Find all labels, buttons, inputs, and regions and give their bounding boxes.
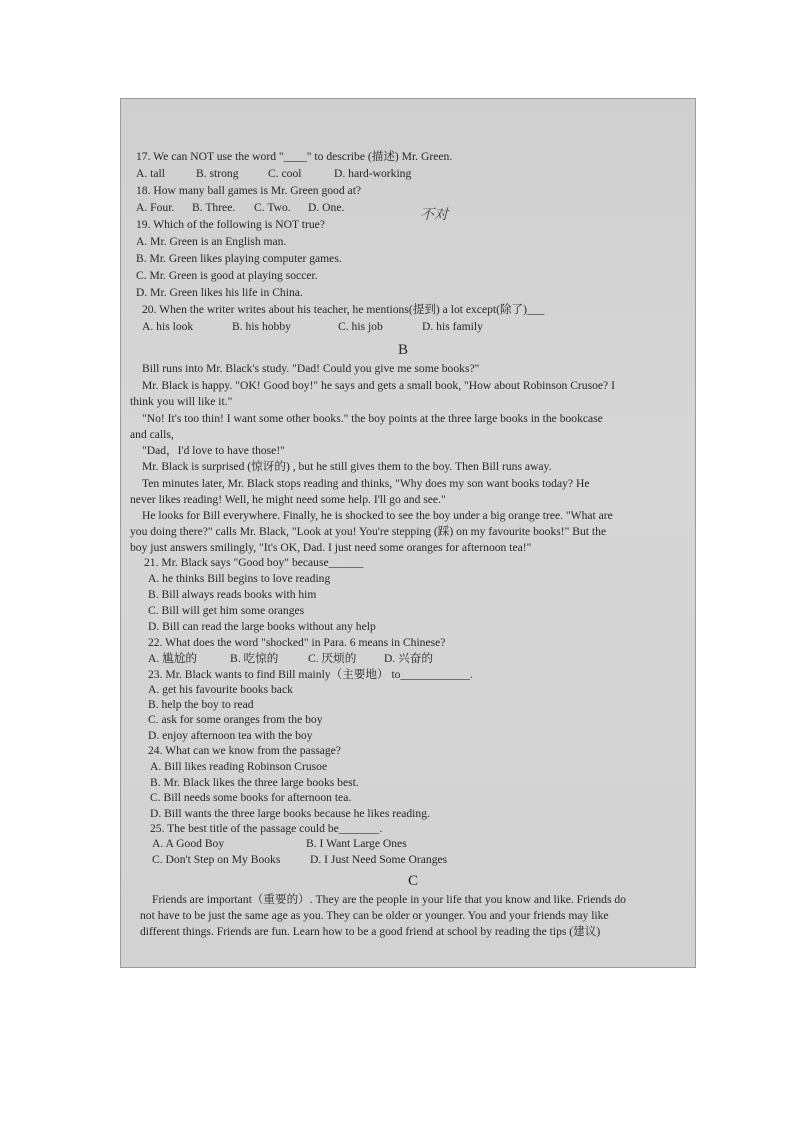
q25-option-b: B. I Want Large Ones: [306, 837, 407, 850]
q25-option-d: D. I Just Need Some Oranges: [310, 853, 448, 866]
q18-stem: 18. How many ball games is Mr. Green good at?: [136, 184, 362, 197]
q20-option-d: D. his family: [422, 320, 483, 333]
passage-b-line: you doing there?" calls Mr. Black, "Look at you! You're stepping (踩) on my favourite books!" But the: [130, 525, 607, 538]
q25-option-a: A. A Good Boy: [152, 837, 225, 850]
q19-option-a: A. Mr. Green is an English man.: [136, 235, 287, 248]
q25-options-row-2: [152, 853, 447, 867]
passage-b-line: Ten minutes later, Mr. Black stops reading and thinks, "Why does my son want books today? He: [142, 477, 590, 490]
q18-option-b: B. Three.: [192, 201, 236, 214]
q17-option-d: D. hard-working: [334, 167, 412, 180]
q17-option-a: A. tall: [136, 167, 165, 180]
q20-options: [142, 320, 483, 334]
section-b-heading: B: [398, 342, 409, 358]
q24-option-b: B. Mr. Black likes the three large books best.: [150, 776, 359, 789]
q23-option-b: B. help the boy to read: [148, 698, 254, 711]
q21-option-a: A. he thinks Bill begins to love reading: [148, 572, 331, 585]
q22-options: [148, 652, 433, 666]
q20-option-b: B. his hobby: [232, 320, 291, 333]
q20-option-a: A. his look: [142, 320, 194, 333]
q21-option-b: B. Bill always reads books with him: [148, 588, 317, 601]
q17-options: [136, 167, 411, 181]
q21-option-c: C. Bill will get him some oranges: [148, 604, 305, 617]
passage-c-line: Friends are important（重要的）. They are the people in your life that you know and like. Friends do: [152, 893, 626, 906]
passage-b-line: Mr. Black is surprised (惊讶的) , but he still gives them to the boy. Then Bill runs away.: [142, 460, 552, 473]
q25-stem: 25. The best title of the passage could be_______.: [150, 822, 383, 835]
q21-stem: 21. Mr. Black says "Good boy" because______: [144, 556, 364, 569]
q19-option-d: D. Mr. Green likes his life in China.: [136, 286, 303, 299]
q20-option-c: C. his job: [338, 320, 383, 333]
q25-options-row-1: [152, 837, 407, 851]
passage-b-line: "Dad，I'd love to have those!": [142, 444, 285, 457]
q25-option-c: C. Don't Step on My Books: [152, 853, 281, 866]
q18-options: [136, 201, 344, 215]
q24-option-d: D. Bill wants the three large books because he likes reading.: [150, 807, 430, 820]
passage-b-line: never likes reading! Well, he might need some help. I'll go and see.": [130, 493, 446, 506]
passage-b-line: boy just answers smilingly, "It's OK, Dad. I just need some oranges for afternoon tea!": [130, 541, 532, 554]
passage-b-line: think you will like it.": [130, 395, 233, 408]
q24-option-a: A. Bill likes reading Robinson Crusoe: [150, 760, 328, 773]
q22-option-d: D. 兴奋的: [384, 652, 433, 665]
passage-c-line: different things. Friends are fun. Learn how to be a good friend at school by reading the tips (建议): [140, 925, 601, 938]
passage-b-line: and calls,: [130, 428, 174, 441]
passage-b-line: Bill runs into Mr. Black's study. "Dad! Could you give me some books?": [142, 362, 480, 375]
scanned-exam-page: [120, 98, 696, 968]
handwritten-note: 不对: [420, 207, 448, 223]
q18-option-c: C. Two.: [254, 201, 291, 214]
q24-option-c: C. Bill needs some books for afternoon tea.: [150, 791, 352, 804]
q23-option-d: D. enjoy afternoon tea with the boy: [148, 729, 313, 742]
section-c-heading: C: [408, 873, 419, 889]
q21-option-d: D. Bill can read the large books without any help: [148, 620, 376, 633]
passage-b-line: Mr. Black is happy. "OK! Good boy!" he says and gets a small book, "How about Robinson Crusoe? I: [142, 379, 615, 392]
passage-c-line: not have to be just the same age as you. They can be older or younger. You and your friends may like: [140, 909, 609, 922]
passage-b-line: "No! It's too thin! I want some other books." the boy points at the three large books in the bookcase: [142, 412, 603, 425]
q22-stem: 22. What does the word "shocked" in Para. 6 means in Chinese?: [148, 636, 446, 649]
q17-option-c: C. cool: [268, 167, 302, 180]
q20-stem: 20. When the writer writes about his teacher, he mentions(提到) a lot except(除了)___: [142, 303, 545, 316]
q17-stem: 17. We can NOT use the word "____" to describe (描述) Mr. Green.: [136, 150, 453, 163]
q22-option-b: B. 吃惊的: [230, 652, 279, 665]
q22-option-a: A. 尴尬的: [148, 652, 197, 665]
q18-option-d: D. One.: [308, 201, 345, 214]
q24-stem: 24. What can we know from the passage?: [148, 744, 341, 757]
q18-option-a: A. Four.: [136, 201, 175, 214]
q23-stem: 23. Mr. Black wants to find Bill mainly（主要地） to____________.: [148, 668, 473, 681]
q23-option-a: A. get his favourite books back: [148, 683, 293, 696]
passage-b-line: He looks for Bill everywhere. Finally, he is shocked to see the boy under a big orange tree. "What are: [142, 509, 613, 522]
q19-option-b: B. Mr. Green likes playing computer games.: [136, 252, 342, 265]
q19-option-c: C. Mr. Green is good at playing soccer.: [136, 269, 318, 282]
q17-option-b: B. strong: [196, 167, 239, 180]
q22-option-c: C. 厌烦的: [308, 652, 357, 665]
q19-stem: 19. Which of the following is NOT true?: [136, 218, 325, 231]
q23-option-c: C. ask for some oranges from the boy: [148, 713, 323, 726]
